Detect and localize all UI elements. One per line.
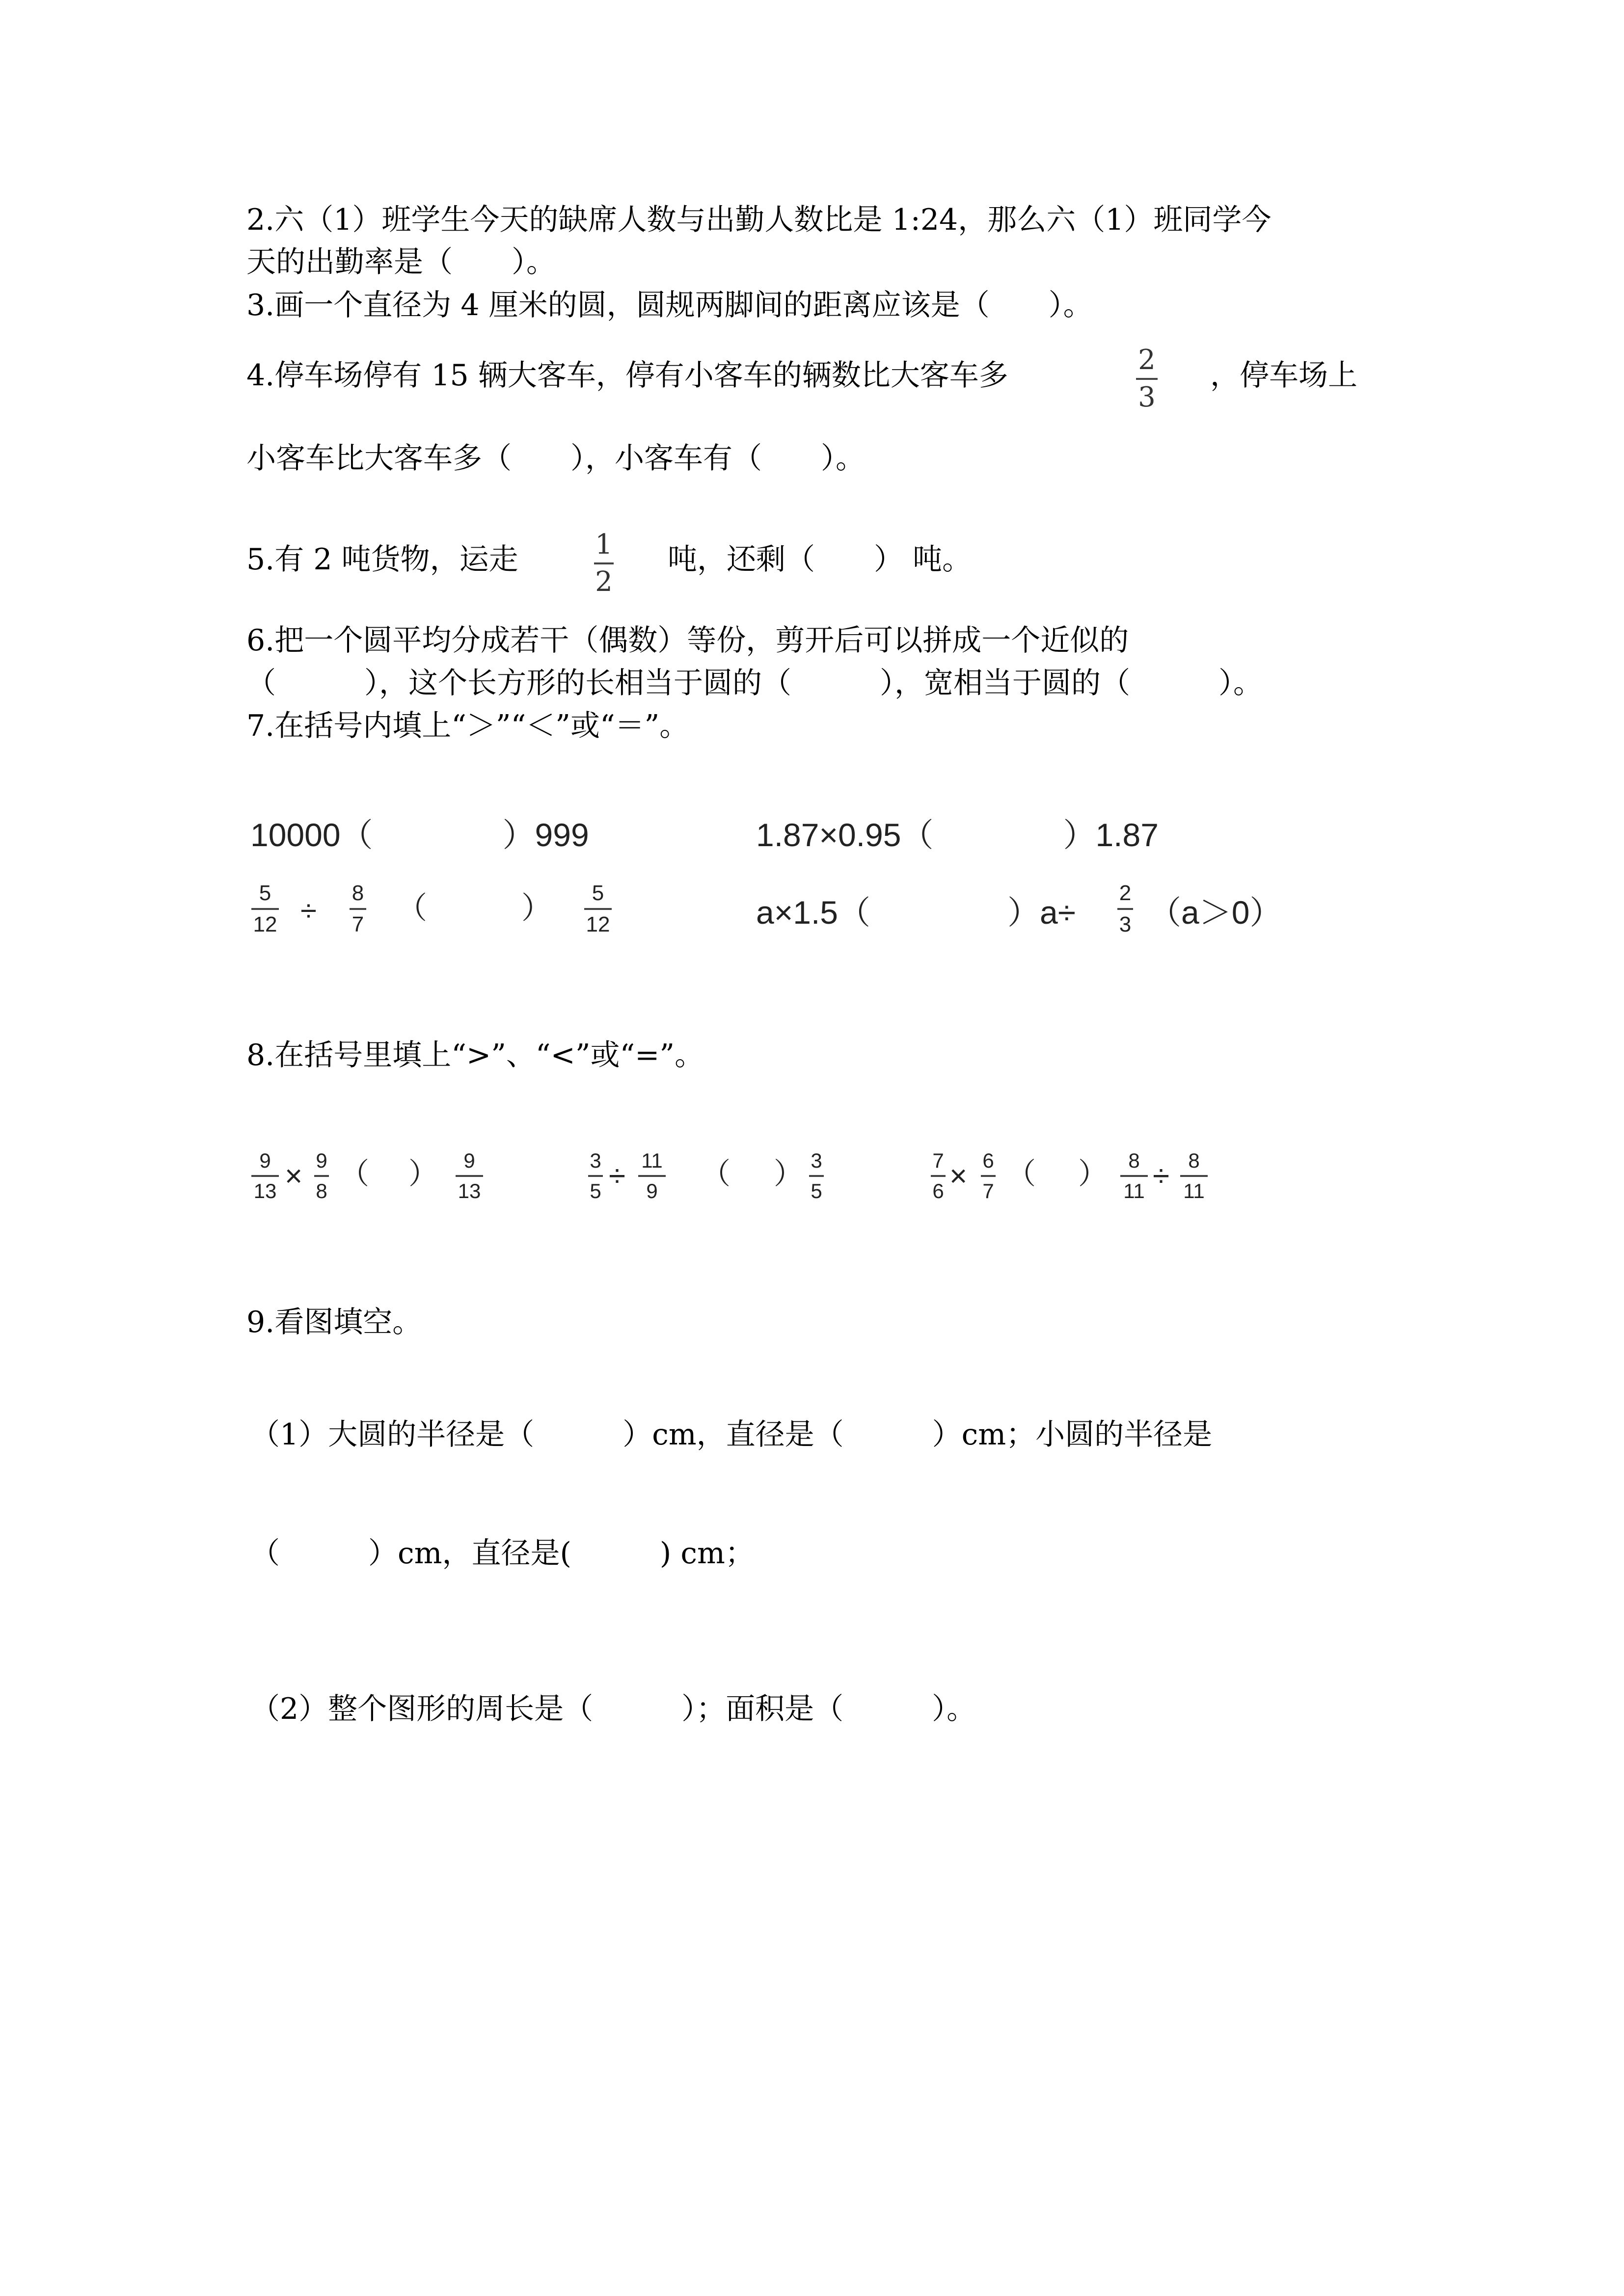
q7-r2-frac3 bbox=[584, 882, 612, 935]
frac-num: 6 bbox=[982, 1149, 994, 1172]
frac-num: 5 bbox=[592, 881, 604, 905]
frac-bar bbox=[1117, 908, 1133, 910]
frac-num: 9 bbox=[316, 1149, 327, 1172]
q4-frac-bar bbox=[1136, 378, 1158, 380]
q8-e2-rparen: ） bbox=[774, 1157, 803, 1190]
frac-num: 9 bbox=[259, 1149, 271, 1172]
q8-e3-lparen: （ bbox=[1006, 1157, 1036, 1190]
q8-title: 8.在括号里填上“>”、“<”或“=”。 bbox=[246, 1038, 704, 1072]
q5-frac-bar bbox=[594, 562, 614, 564]
q5-frac-num: 1 bbox=[595, 529, 613, 561]
q4-frac-den: 3 bbox=[1138, 381, 1156, 413]
q7-title: 7.在括号内填上“＞”“＜”或“＝”。 bbox=[246, 709, 689, 743]
q8-e2-frac3 bbox=[809, 1150, 824, 1201]
frac-bar bbox=[314, 1175, 329, 1177]
q4-text-before: 4.停车场停有 15 辆大客车，停有小客车的辆数比大客车多 bbox=[246, 358, 1008, 393]
frac-bar bbox=[456, 1175, 483, 1177]
frac-den: 6 bbox=[932, 1179, 944, 1202]
q7-r2-div-op: ÷ bbox=[300, 894, 317, 927]
frac-den: 13 bbox=[458, 1179, 481, 1202]
frac-bar bbox=[251, 908, 279, 910]
q2-line1: 2.六（1）班学生今天的缺席人数与出勤人数比是 1:24，那么六（1）班同学今 bbox=[246, 203, 1272, 237]
q9-part1-line2: （ ）cm，直径是( ) cm； bbox=[250, 1536, 755, 1571]
q8-e1-frac3 bbox=[456, 1150, 483, 1201]
q7-row1-expr2: 1.87×0.95（ ）1.87 bbox=[756, 817, 1159, 853]
q8-e3-op: × bbox=[949, 1159, 968, 1193]
q8-e2-op: ÷ bbox=[609, 1159, 626, 1193]
q8-e3-op2: ÷ bbox=[1153, 1159, 1170, 1193]
frac-bar bbox=[931, 1175, 946, 1177]
q7-r2b-mid: ）a÷ bbox=[1007, 894, 1076, 931]
q8-e1-lparen: （ bbox=[340, 1157, 369, 1190]
q8-e3-frac1 bbox=[931, 1150, 946, 1201]
q4-line2: 小客车比大客车多（ ），小客车有（ ）。 bbox=[246, 441, 865, 476]
q7-r2b-left: a×1.5（ bbox=[756, 894, 870, 931]
frac-den: 9 bbox=[646, 1179, 658, 1202]
frac-num: 3 bbox=[811, 1149, 822, 1172]
frac-bar bbox=[588, 1175, 603, 1177]
q9-part1-line1: （1）大圆的半径是（ ）cm，直径是（ ）cm；小圆的半径是 bbox=[250, 1417, 1213, 1452]
frac-bar bbox=[584, 908, 612, 910]
frac-num: 3 bbox=[590, 1149, 601, 1172]
frac-den: 5 bbox=[811, 1179, 822, 1202]
frac-den: 12 bbox=[586, 912, 610, 936]
q7-r2-frac2 bbox=[350, 882, 366, 935]
q7-r2-rparen: ） bbox=[521, 891, 552, 925]
q8-e2-frac1 bbox=[588, 1150, 603, 1201]
frac-num: 11 bbox=[641, 1149, 663, 1172]
q5-text-before: 5.有 2 吨货物，运走 bbox=[246, 542, 518, 577]
frac-num: 8 bbox=[1128, 1149, 1140, 1172]
q5-text-after: 吨，还剩（ ） 吨。 bbox=[668, 542, 972, 577]
frac-den: 7 bbox=[982, 1179, 994, 1202]
q8-e3-frac2 bbox=[981, 1150, 996, 1201]
frac-den: 8 bbox=[316, 1179, 327, 1202]
q8-e2-frac2 bbox=[638, 1150, 666, 1201]
q8-e1-op: × bbox=[285, 1159, 303, 1193]
frac-num: 7 bbox=[932, 1149, 944, 1172]
q8-e3-frac3 bbox=[1120, 1150, 1148, 1201]
q7-row1-expr1: 10000（ ）999 bbox=[250, 817, 589, 853]
frac-den: 7 bbox=[352, 912, 364, 936]
q2-line2: 天的出勤率是（ ）。 bbox=[246, 245, 556, 279]
q7-r2b-frac bbox=[1117, 882, 1133, 935]
frac-num: 2 bbox=[1119, 881, 1132, 905]
frac-den: 3 bbox=[1119, 912, 1132, 936]
frac-den: 11 bbox=[1123, 1179, 1145, 1202]
q8-e2-lparen: （ bbox=[701, 1157, 731, 1190]
q6-line1: 6.把一个圆平均分成若干（偶数）等份，剪开后可以拼成一个近似的 bbox=[246, 623, 1129, 658]
frac-num: 8 bbox=[1188, 1149, 1200, 1172]
q8-e3-frac4 bbox=[1180, 1150, 1208, 1201]
frac-den: 11 bbox=[1183, 1179, 1205, 1202]
frac-bar bbox=[638, 1175, 666, 1177]
frac-bar bbox=[1180, 1175, 1208, 1177]
frac-bar bbox=[1120, 1175, 1148, 1177]
q4-text-after: ，停车场上 bbox=[1210, 358, 1357, 393]
q8-e1-frac2 bbox=[314, 1150, 329, 1201]
q7-r2b-condition: （a＞0） bbox=[1149, 894, 1282, 931]
q5-frac-den: 2 bbox=[595, 566, 613, 598]
q8-e1-rparen: ） bbox=[408, 1157, 438, 1190]
q8-e1-frac1 bbox=[251, 1150, 279, 1201]
frac-num: 8 bbox=[352, 881, 364, 905]
q3-text: 3.画一个直径为 4 厘米的圆，圆规两脚间的距离应该是（ ）。 bbox=[246, 288, 1093, 322]
frac-den: 12 bbox=[253, 912, 277, 936]
frac-num: 5 bbox=[259, 881, 271, 905]
frac-bar bbox=[251, 1175, 279, 1177]
q7-r2-frac1 bbox=[251, 882, 279, 935]
frac-bar bbox=[981, 1175, 996, 1177]
q7-r2-lparen: （ bbox=[397, 891, 428, 925]
frac-bar bbox=[809, 1175, 824, 1177]
q6-line2: （ ），这个长方形的长相当于圆的（ ），宽相当于圆的（ ）。 bbox=[246, 666, 1263, 700]
q8-e3-rparen: ） bbox=[1078, 1157, 1108, 1190]
frac-bar bbox=[350, 908, 366, 910]
frac-den: 5 bbox=[590, 1179, 601, 1202]
q9-part2: （2）整个图形的周长是（ ）；面积是（ ）。 bbox=[250, 1692, 976, 1726]
q9-title: 9.看图填空。 bbox=[246, 1305, 422, 1339]
q4-frac-num: 2 bbox=[1138, 344, 1156, 376]
q5-fraction bbox=[594, 531, 614, 596]
frac-den: 13 bbox=[253, 1179, 277, 1202]
frac-num: 9 bbox=[463, 1149, 475, 1172]
q4-fraction bbox=[1136, 344, 1158, 413]
